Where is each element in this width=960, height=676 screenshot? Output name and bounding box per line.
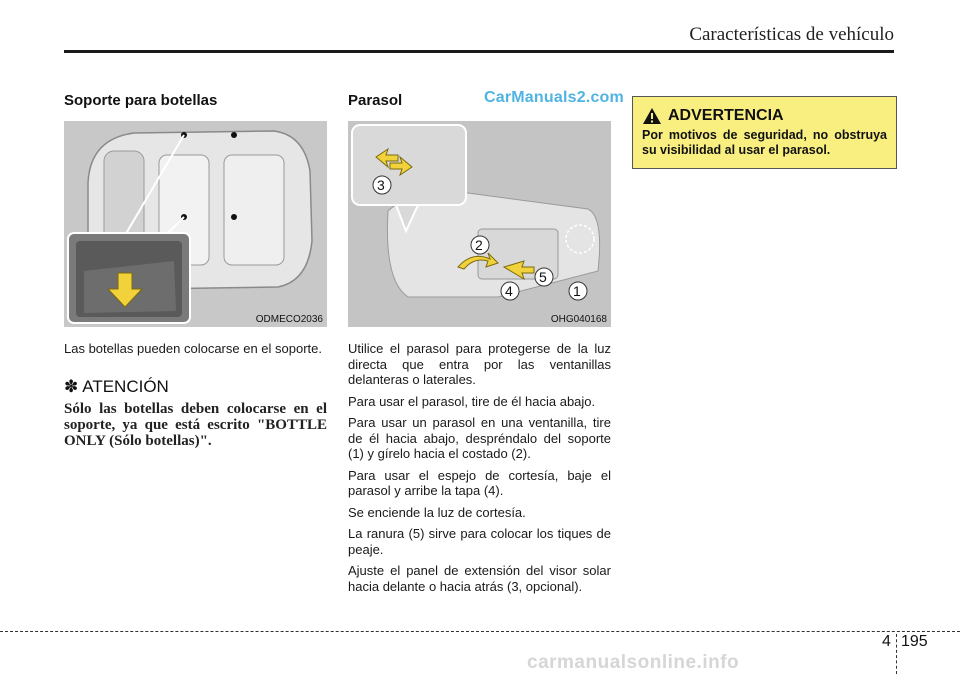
footer-rule (0, 631, 960, 632)
header-rule (64, 50, 894, 53)
figure-code: ODMECO2036 (255, 314, 323, 325)
sun-visor-illustration (348, 121, 611, 327)
paragraph: Se enciende la luz de cortesía. (348, 504, 526, 520)
rear-seats (224, 155, 284, 265)
figure-code: OHG040168 (550, 314, 607, 325)
page-divider (896, 634, 897, 674)
watermark-link[interactable]: CarManuals2.com (484, 89, 624, 106)
callout-label-5: 5 (539, 269, 547, 285)
chapter-number: 4 (882, 633, 891, 650)
warning-box (632, 96, 897, 169)
car-interior-illustration (64, 121, 327, 327)
section-heading-sun-visor: Parasol (348, 92, 403, 109)
paragraph: Para usar el espejo de cortesía, baje el parasol y arribe la tapa (4). (348, 467, 611, 498)
column-bottle-holder (64, 92, 327, 449)
paragraph: Para usar un parasol en una ventanilla, tire de él hacia abajo, despréndalo del soporte (1) y gírelo hacia el costado (2). (348, 415, 611, 461)
bottle-holder-text: Las botellas pueden colocarse en el soporte. (64, 341, 323, 356)
caution-title (64, 377, 327, 397)
page-number: 195 (901, 633, 928, 650)
callout-label-3: 3 (377, 177, 385, 193)
warning-title: ADVERTENCIA (668, 107, 784, 124)
column-warning (632, 92, 895, 169)
figure-sun-visor (348, 121, 611, 327)
paragraph: Para usar el parasol, tire de él hacia abajo. (348, 393, 596, 409)
warning-triangle-icon (642, 107, 662, 125)
footer-brand-link[interactable]: carmanualsonline.info (527, 652, 740, 673)
sun-visor-instructions (348, 341, 611, 594)
paragraph: La ranura (5) sirve para colocar los tiques de peaje. (348, 526, 611, 557)
location-dot (231, 214, 237, 220)
figure-bottle-holder (64, 121, 327, 327)
location-dot (231, 132, 237, 138)
caution-title-text: ATENCIÓN (82, 376, 169, 396)
warning-header (642, 107, 887, 125)
caution-symbol-icon: ✽ (64, 376, 79, 396)
callout-label-2: 2 (475, 237, 483, 253)
page-header-title: Características de vehículo (689, 24, 894, 45)
caution-body: Sólo las botellas deben colocarse en el soporte, ya que está escrito "BOTTLE ONLY (Sólo botellas)". (64, 400, 327, 449)
callout-label-1: 1 (573, 283, 581, 299)
section-heading-bottle-holder: Soporte para botellas (64, 92, 218, 109)
paragraph: Utilice el parasol para protegerse de la luz directa que entra por las ventanillas delanteras o laterales. (348, 341, 611, 387)
warning-text: Por motivos de seguridad, no obstruya su visibilidad al usar el parasol. (642, 128, 887, 157)
callout-label-4: 4 (505, 283, 513, 299)
column-sun-visor (348, 92, 611, 600)
paragraph: Ajuste el panel de extensión del visor solar hacia delante o hacia atrás (3, opcional). (348, 563, 611, 594)
